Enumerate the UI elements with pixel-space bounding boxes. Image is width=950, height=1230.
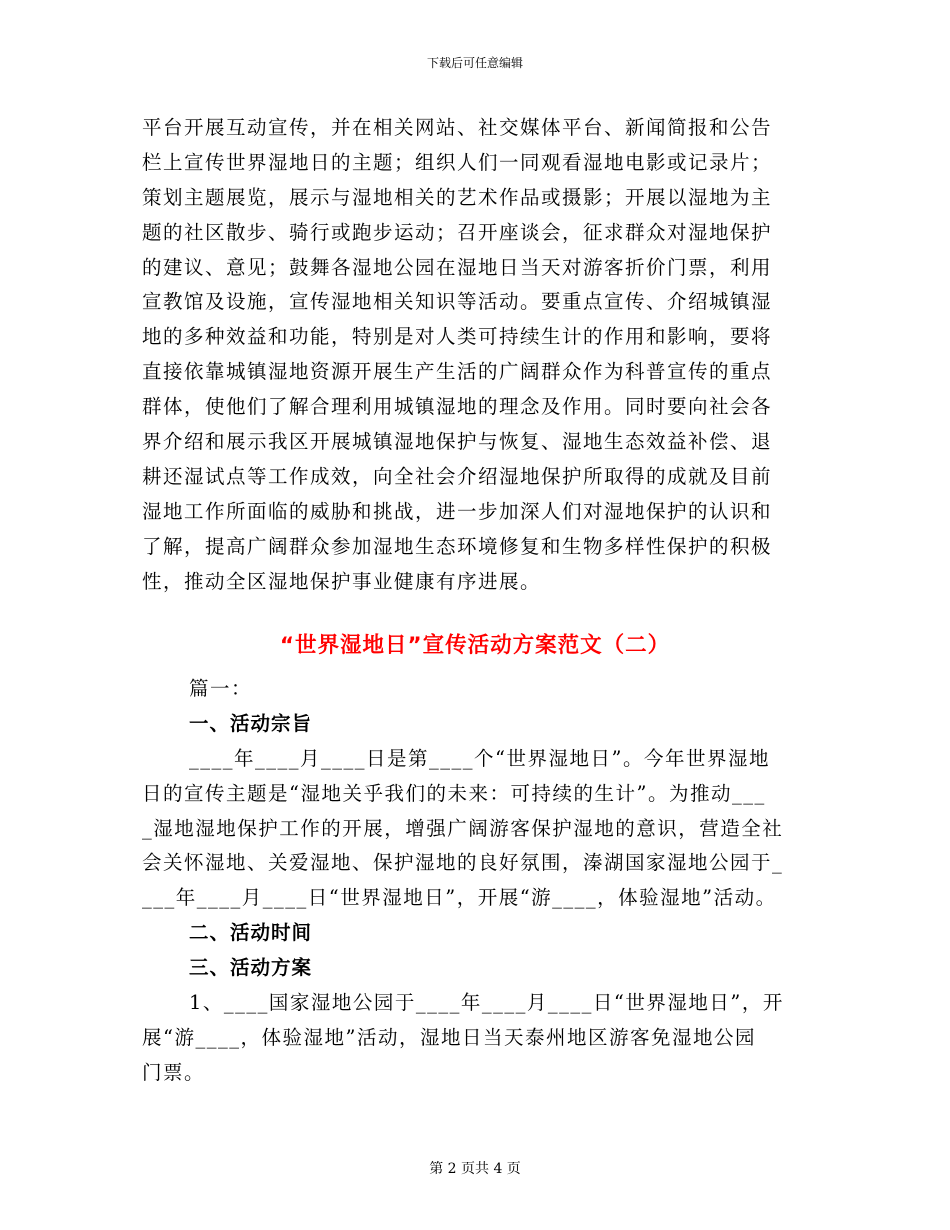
text-line: 宣教馆及设施，宣传湿地相关知识等活动。要重点宣传、介绍城镇湿 — [142, 290, 773, 314]
text-line: _湿地湿地保护工作的开展，增强广阔游客保护湿地的意识，营造全社 — [142, 816, 784, 840]
text-line: 会关怀湿地、关爱湿地、保护湿地的良好氛围，溱湖国家湿地公园于_ — [142, 851, 784, 875]
text-line: 的建议、意见；鼓舞各湿地公园在湿地日当天对游客折价门票，利用 — [142, 255, 773, 279]
text-line: 界介绍和展示我区开展城镇湿地保护与恢复、湿地生态效益补偿、退 — [142, 430, 773, 454]
text-line: 直接依靠城镇湿地资源开展生产生活的广阔群众作为科普宣传的重点 — [142, 360, 773, 384]
text-line: 地的多种效益和功能，特别是对人类可持续生计的作用和影响，要将 — [142, 325, 773, 349]
text-line: 了解，提高广阔群众参加湿地生态环境修复和生物多样性保护的积极 — [142, 534, 773, 558]
text-line: 栏上宣传世界湿地日的主题；组织人们一同观看湿地电影或记录片； — [142, 150, 773, 174]
text-line: 展“游____，体验湿地”活动，湿地日当天泰州地区游客免湿地公园 — [142, 1025, 756, 1049]
heading-time: 二、活动时间 — [189, 921, 313, 945]
text-line: 策划主题展览，展示与湿地相关的艺术作品或摄影；开展以湿地为主 — [142, 185, 773, 209]
heading-purpose: 一、活动宗旨 — [189, 711, 313, 735]
text-line: 湿地工作所面临的威胁和挑战，进一步加深人们对湿地保护的认识和 — [142, 499, 773, 523]
section-title: “世界湿地日”宣传活动方案范文（二） — [279, 633, 671, 658]
heading-plan: 三、活动方案 — [189, 956, 313, 980]
text-line: 耕还湿试点等工作成效，向全社会介绍湿地保护所取得的成就及目前 — [142, 464, 773, 488]
text-line: 平台开展互动宣传，并在相关网站、社交媒体平台、新闻简报和公告 — [142, 116, 773, 139]
page-header: 下载后可任意编辑 — [426, 56, 523, 70]
text-line: 性，推动全区湿地保护事业健康有序进展。 — [142, 569, 542, 593]
text-line: 1、____国家湿地公园于____年____月____日“世界湿地日”，开 — [189, 991, 784, 1015]
text-line: ____年____月____日是第____个“世界湿地日”。今年世界湿地 — [189, 746, 770, 770]
pian-label: 篇一： — [189, 677, 253, 700]
text-line: ___年____月____日“世界湿地日”，开展“游____，体验湿地”活动。 — [142, 886, 777, 910]
paragraph-continued — [142, 111, 810, 599]
text-line: 日的宣传主题是“湿地关乎我们的未来：可持续的生计”。为推动___ — [142, 781, 766, 805]
page-footer: 第 2 页共 4 页 — [429, 1161, 521, 1177]
text-line: 门票。 — [142, 1060, 206, 1084]
text-line: 群体，使他们了解合理利用城镇湿地的理念及作用。同时要向社会各 — [142, 395, 773, 419]
text-line: 题的社区散步、骑行或跑步运动；召开座谈会，征求群众对湿地保护 — [142, 220, 773, 244]
section-body — [142, 672, 810, 1091]
